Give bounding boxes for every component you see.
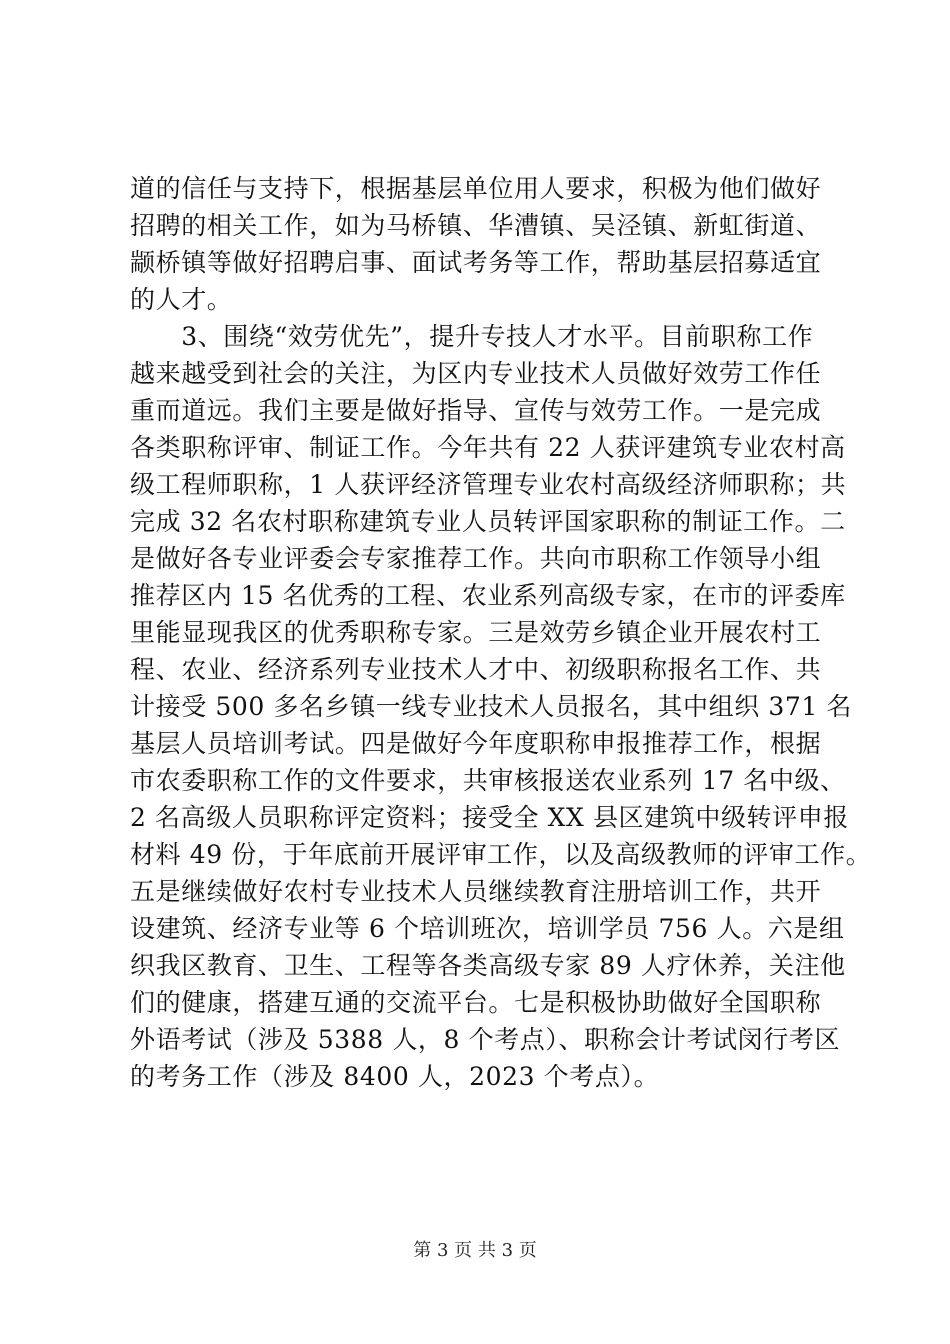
page-number-footer: 第 3 页 共 3 页: [413, 1240, 537, 1261]
body-text-line: 越来越受到社会的关注，为区内专业技术人员做好效劳工作任: [130, 359, 822, 388]
body-text-line: 招聘的相关工作，如为马桥镇、华漕镇、吴泾镇、新虹街道、: [130, 211, 822, 240]
body-text-line: 的人才。: [130, 285, 233, 314]
section-heading-line: 3、围绕“效劳优先”，提升专技人才水平。目前职称工作: [130, 322, 814, 351]
body-text-line: 重而道远。我们主要是做好指导、宣传与效劳工作。一是完成: [130, 396, 822, 425]
body-text-line: 程、农业、经济系列专业技术人才中、初级职称报名工作、共: [130, 655, 822, 684]
body-text-line: 五是继续做好农村专业技术人员继续教育注册培训工作，共开: [130, 877, 822, 906]
body-text-line: 里能显现我区的优秀职称专家。三是效劳乡镇企业开展农村工: [130, 618, 822, 647]
body-text-line: 颛桥镇等做好招聘启事、面试考务等工作，帮助基层招募适宜: [130, 248, 822, 277]
body-text-line: 级工程师职称，1 人获评经济管理专业农村高级经济师职称；共: [130, 470, 847, 499]
body-text-line: 各类职称评审、制证工作。今年共有 22 人获评建筑专业农村高: [130, 433, 846, 462]
body-text-line: 完成 32 名农村职称建筑专业人员转评国家职称的制证工作。二: [130, 507, 846, 536]
body-text-line: 推荐区内 15 名优秀的工程、农业系列高级专家，在市的评委库: [130, 581, 846, 610]
body-text-line: 市农委职称工作的文件要求，共审核报送农业系列 17 名中级、: [130, 766, 846, 795]
body-text-line: 2 名高级人员职称评定资料；接受全 XX 县区建筑中级转评申报: [130, 803, 849, 832]
body-text-line: 是做好各专业评委会专家推荐工作。共向市职称工作领导小组: [130, 544, 822, 573]
body-text-line: 的考务工作（涉及 8400 人，2023 个考点）。: [130, 1062, 660, 1091]
body-text-line: 道的信任与支持下，根据基层单位用人要求，积极为他们做好: [130, 174, 822, 203]
body-text-line: 织我区教育、卫生、工程等各类高级专家 89 人疗休养，关注他: [130, 951, 846, 980]
body-text-line: 外语考试（涉及 5388 人，8 个考点）、职称会计考试闵行考区: [130, 1025, 841, 1054]
body-text-line: 材料 49 份，于年底前开展评审工作，以及高级教师的评审工作。: [130, 840, 872, 869]
body-text-line: 设建筑、经济专业等 6 个培训班次，培训学员 756 人。六是组: [130, 914, 845, 943]
body-text-line: 计接受 500 多名乡镇一线专业技术人员报名，其中组织 371 名: [130, 692, 853, 721]
body-text-line: 们的健康，搭建互通的交流平台。七是积极协助做好全国职称: [130, 988, 822, 1017]
body-text-line: 基层人员培训考试。四是做好今年度职称申报推荐工作，根据: [130, 729, 822, 758]
